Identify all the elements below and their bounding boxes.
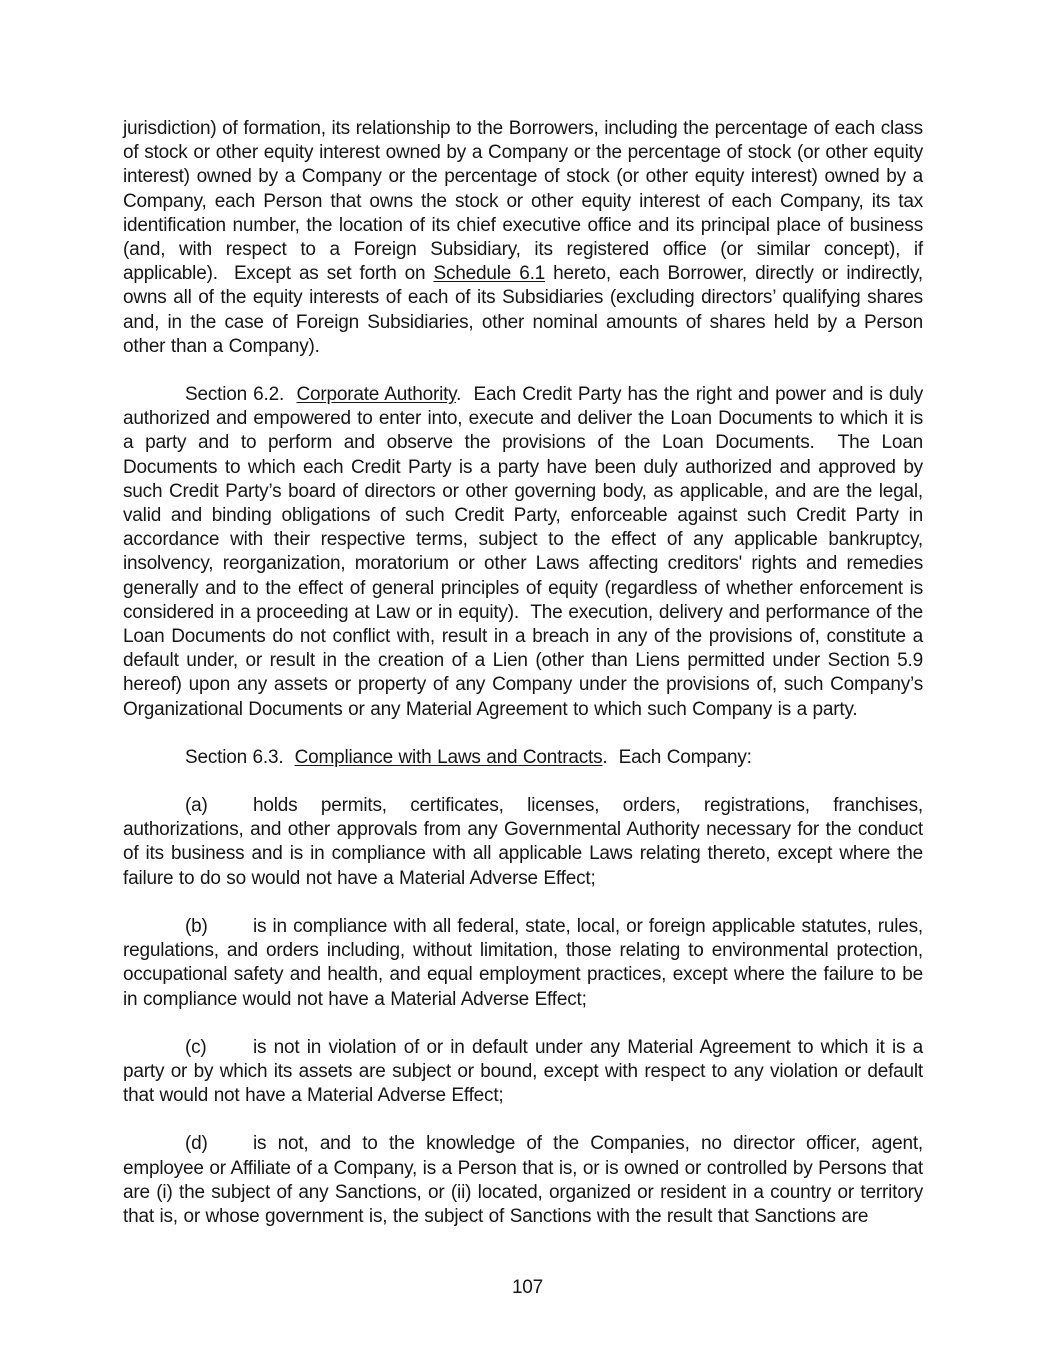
clause-c-marker: (c) — [185, 1036, 207, 1058]
clause-b — [123, 915, 923, 1012]
section-6-2-label: Section 6.2. — [185, 384, 297, 406]
paragraph-jurisdiction — [123, 117, 923, 359]
clause-d-text: is not, and to the knowledge of the Companies, no director officer, agent, employee or Affiliate of a Company, is a Person that is, or is owned or controlled by Persons that are (i) the subject of any Sanctions, or (ii) located, organized or resident in a country or territory that is, or whose government is, the subject of Sanctions with the result that Sanctions are — [123, 1133, 923, 1227]
section-6-3-label: Section 6.3. — [185, 746, 295, 768]
clause-a — [123, 794, 923, 891]
clause-b-marker: (b) — [185, 915, 208, 937]
section-6-2-body: . Each Credit Party has the right and power and is duly authorized and empowered to enter into, execute and deliver the Loan Documents to which it is a party and to perform and observe the provisions of the Loan Documents. The Loan Documents to which each Credit Party is a party have been duly authorized and approved by such Credit Party’s board of directors or other governing body, as applicable, and are the legal, valid and binding obligations of such Credit Party, enforceable against such Credit Party in accordance with their respective terms, subject to the effect of any applicable bankruptcy, insolvency, reorganization, moratorium or other Laws affecting creditors' rights and remedies generally and to the effect of general principles of equity (regardless of whether enforcement is considered in a proceeding at Law or in equity). The execution, delivery and performance of the Loan Documents do not conflict with, result in a breach in any of the provisions of, constitute a default under, or result in the creation of a Lien (other than Liens permitted under Section 5.9 hereof) upon any assets or property of any Company under the provisions of, such Company’s Organizational Documents or any Material Agreement to which such Company is a party. — [123, 384, 923, 720]
clause-c — [123, 1036, 923, 1109]
section-6-3-paragraph — [123, 746, 923, 770]
clause-a-text: holds permits, certificates, licenses, orders, registrations, franchises, authorizations, and other approvals from any Governmental Authority necessary for the conduct of its business and is in compliance with all applicable Laws relating thereto, except where the failure to do so would not have a Material Adverse Effect; — [123, 795, 923, 889]
schedule-6-1-reference: Schedule 6.1 — [433, 263, 546, 285]
clause-c-text: is not in violation of or in default under any Material Agreement to which it is a party or by which its assets are subject or bound, except with respect to any violation or default that would not have a Material Adverse Effect; — [123, 1036, 923, 1107]
section-6-2-heading: Corporate Authority — [296, 384, 457, 406]
paragraph-text-after-ref: hereto, each Borrower, directly or indirectly, owns all of the equity interests of each of its Subsidiaries (excluding directors’ qualifying shares and, in the case of Foreign Subsidiaries, other nominal amounts of shares held by a Person other than a Company). — [123, 263, 923, 357]
section-6-2-paragraph — [123, 383, 923, 722]
clause-b-text: is in compliance with all federal, state, local, or foreign applicable statutes, rules, regulations, and orders including, without limitation, those relating to environmental protection, occupational safety and health, and equal employment practices, except where the failure to be in compliance would not have a Material Adverse Effect; — [123, 915, 923, 1010]
page-number: 107 — [511, 1277, 544, 1298]
section-6-3-body: . Each Company: — [602, 746, 752, 768]
clause-d-marker: (d) — [185, 1133, 208, 1155]
clause-a-marker: (a) — [185, 795, 208, 817]
section-6-3-heading: Compliance with Laws and Contracts — [294, 746, 603, 768]
paragraph-text-before-ref: jurisdiction) of formation, its relationship to the Borrowers, including the percentage of each class of stock or other equity interest owned by a Company or the percentage of stock (or other equity interest) owned by a Company or the percentage of stock (or other equity interest) owned by a Company, each Person that owns the stock or other equity interest of each Company, its tax identification number, the location of its chief executive office and its principal place of business (and, with respect to a Foreign Subsidiary, its registered office (or similar concept), if applicable). Except as set forth on — [123, 118, 923, 285]
clause-d — [123, 1132, 923, 1229]
document-page — [123, 117, 923, 1253]
